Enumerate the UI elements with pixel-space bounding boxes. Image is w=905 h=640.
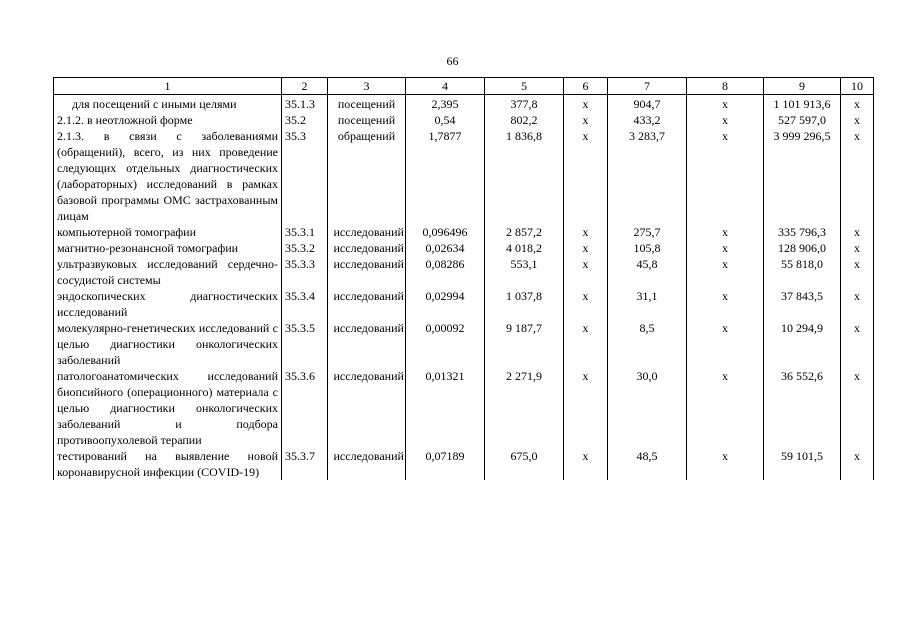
table-row [54, 320, 874, 368]
row-col5: 377,8 [485, 95, 564, 113]
row-col8: х [687, 256, 764, 288]
row-col10: х [841, 256, 874, 288]
table-row [54, 256, 874, 288]
row-col9: 55 818,0 [764, 256, 841, 288]
row-col5: 2 857,2 [485, 224, 564, 240]
row-col7: 3 283,7 [608, 128, 687, 224]
row-col8: х [687, 224, 764, 240]
row-col10: х [841, 240, 874, 256]
row-name: тестирований на выявление новой коронавирусной инфекции (COVID-19) [54, 448, 282, 480]
header-cell-1: 1 [54, 78, 282, 95]
row-col4: 0,07189 [406, 448, 485, 480]
row-col7: 8,5 [608, 320, 687, 368]
row-col5: 553,1 [485, 256, 564, 288]
header-cell-2: 2 [282, 78, 328, 95]
header-cell-10: 10 [841, 78, 874, 95]
row-col4: 0,00092 [406, 320, 485, 368]
row-col10: х [841, 224, 874, 240]
row-code: 35.3.4 [282, 288, 328, 320]
row-col10: х [841, 128, 874, 224]
row-col9: 128 906,0 [764, 240, 841, 256]
row-col6: х [564, 448, 608, 480]
row-col5: 1 836,8 [485, 128, 564, 224]
table-row [54, 224, 874, 240]
row-col9: 37 843,5 [764, 288, 841, 320]
row-col4: 0,08286 [406, 256, 485, 288]
row-unit: исследований [333, 369, 404, 383]
table-row [54, 448, 874, 480]
row-col8: х [687, 368, 764, 448]
row-unit-cell [328, 448, 406, 480]
row-unit: посещений [328, 112, 406, 128]
row-col6: х [564, 95, 608, 113]
row-code: 35.3.5 [282, 320, 328, 368]
row-col6: х [564, 240, 608, 256]
row-col8: х [687, 112, 764, 128]
row-unit: исследований [333, 241, 404, 255]
row-col4: 1,7877 [406, 128, 485, 224]
row-col5: 1 037,8 [485, 288, 564, 320]
row-col4: 0,096496 [406, 224, 485, 240]
row-name: для посещений с иными целями [54, 95, 282, 113]
row-col8: х [687, 288, 764, 320]
row-col6: х [564, 256, 608, 288]
row-code: 35.3.3 [282, 256, 328, 288]
row-col7: 275,7 [608, 224, 687, 240]
row-col4: 0,02994 [406, 288, 485, 320]
row-unit: исследований [333, 321, 404, 335]
header-cell-9: 9 [764, 78, 841, 95]
row-col7: 105,8 [608, 240, 687, 256]
table-row [54, 368, 874, 448]
row-col10: х [841, 448, 874, 480]
row-col7: 30,0 [608, 368, 687, 448]
row-code: 35.3.6 [282, 368, 328, 448]
row-col9: 1 101 913,6 [764, 95, 841, 113]
row-col9: 335 796,3 [764, 224, 841, 240]
row-col6: х [564, 112, 608, 128]
row-col8: х [687, 128, 764, 224]
row-col6: х [564, 288, 608, 320]
row-col6: х [564, 128, 608, 224]
row-col8: х [687, 448, 764, 480]
row-name: эндоскопических диагностических исследований [54, 288, 282, 320]
header-cell-5: 5 [485, 78, 564, 95]
row-col7: 433,2 [608, 112, 687, 128]
row-unit-cell [328, 240, 406, 256]
row-col10: х [841, 95, 874, 113]
table-row [54, 240, 874, 256]
row-col5: 802,2 [485, 112, 564, 128]
header-cell-6: 6 [564, 78, 608, 95]
header-cell-4: 4 [406, 78, 485, 95]
row-code: 35.3.7 [282, 448, 328, 480]
row-col5: 2 271,9 [485, 368, 564, 448]
header-cell-7: 7 [608, 78, 687, 95]
row-col10: х [841, 320, 874, 368]
row-col8: х [687, 240, 764, 256]
row-col6: х [564, 320, 608, 368]
table-row [54, 128, 874, 224]
row-unit: исследований [333, 225, 404, 239]
header-row [54, 78, 874, 95]
row-col4: 0,54 [406, 112, 485, 128]
row-col6: х [564, 368, 608, 448]
row-unit-cell [328, 368, 406, 448]
row-col9: 527 597,0 [764, 112, 841, 128]
row-col7: 45,8 [608, 256, 687, 288]
row-col5: 4 018,2 [485, 240, 564, 256]
row-code: 35.3 [282, 128, 328, 224]
row-col10: х [841, 112, 874, 128]
row-code: 35.1.3 [282, 95, 328, 113]
row-name: патологоанатомических исследований биопсийного (операционного) материала с целью диагностики онкологических заболеваний и подбора противоопухолевой терапии [54, 368, 282, 448]
row-unit-cell [328, 320, 406, 368]
row-code: 35.3.1 [282, 224, 328, 240]
row-col6: х [564, 224, 608, 240]
row-name: молекулярно-генетических исследований с целью диагностики онкологических заболеваний [54, 320, 282, 368]
row-col7: 31,1 [608, 288, 687, 320]
row-unit: исследований [333, 257, 404, 271]
row-code: 35.2 [282, 112, 328, 128]
row-col9: 10 294,9 [764, 320, 841, 368]
table-row [54, 95, 874, 113]
row-col9: 59 101,5 [764, 448, 841, 480]
row-col5: 9 187,7 [485, 320, 564, 368]
row-col4: 0,01321 [406, 368, 485, 448]
header-cell-3: 3 [328, 78, 406, 95]
row-col4: 2,395 [406, 95, 485, 113]
row-unit: обращений [328, 128, 406, 224]
row-unit-cell [328, 256, 406, 288]
data-table [53, 77, 874, 480]
table-row [54, 112, 874, 128]
row-name: 2.1.2. в неотложной форме [54, 112, 282, 128]
row-col9: 3 999 296,5 [764, 128, 841, 224]
row-col9: 36 552,6 [764, 368, 841, 448]
row-unit-cell [328, 288, 406, 320]
row-col8: х [687, 320, 764, 368]
row-col10: х [841, 368, 874, 448]
row-name: ультразвуковых исследований сердечно-сосудистой системы [54, 256, 282, 288]
row-name: компьютерной томографии [54, 224, 282, 240]
row-name: магнитно-резонансной томографии [54, 240, 282, 256]
row-col7: 904,7 [608, 95, 687, 113]
row-col10: х [841, 288, 874, 320]
row-col4: 0,02634 [406, 240, 485, 256]
header-cell-8: 8 [687, 78, 764, 95]
row-col7: 48,5 [608, 448, 687, 480]
row-unit: исследований [333, 449, 404, 463]
row-unit-cell [328, 224, 406, 240]
row-unit: исследований [333, 289, 404, 303]
table-row [54, 288, 874, 320]
row-name: 2.1.3. в связи с заболеваниями (обращений), всего, из них проведение следующих отдельных диагностических (лабораторных) исследований в рамках базовой программы ОМС застрахованным лицам [54, 128, 282, 224]
row-code: 35.3.2 [282, 240, 328, 256]
row-col8: х [687, 95, 764, 113]
row-unit: посещений [328, 95, 406, 113]
row-col5: 675,0 [485, 448, 564, 480]
page-number: 66 [446, 54, 459, 68]
